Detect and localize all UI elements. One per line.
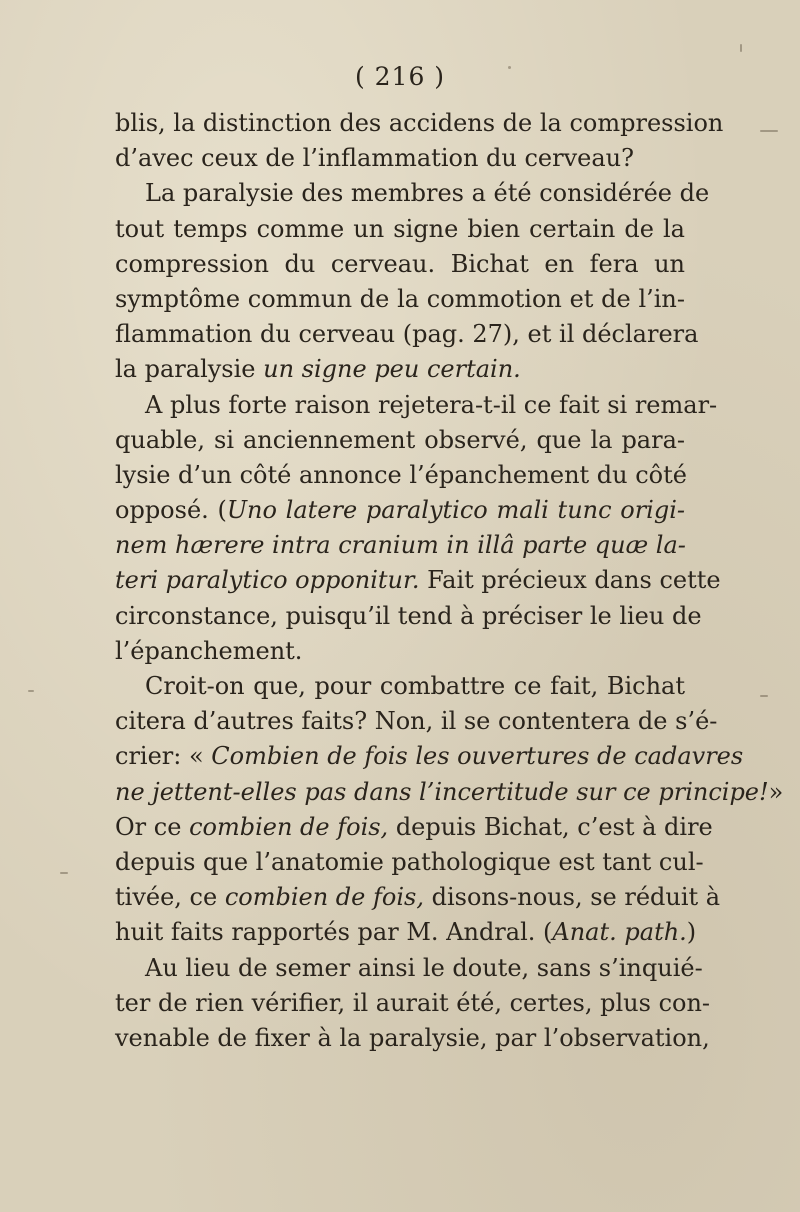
text-segment: depuis que l’anatomie pathologique est tant cul- [115,847,704,876]
text-segment: huit faits rapportés par M. Andral. ( [115,918,553,947]
text-line [115,176,710,211]
text-segment: Fait précieux dans cette [419,566,721,595]
text-segment: » [768,777,784,806]
paper-speck [28,690,34,692]
paper-speck [508,66,511,69]
text-line [115,247,685,282]
text-line [115,317,699,352]
text-segment: Croit-on que, pour combattre ce fait, Bichat [145,672,685,700]
text-segment: l’épanchement. [115,636,303,665]
text-line [115,493,685,528]
paper-speck [760,130,778,132]
text-segment: ter de rien vérifier, il aurait été, certes, plus con- [115,988,711,1017]
text-line [115,704,718,739]
text-line [115,915,697,950]
text-line [115,388,718,423]
italic-text: Anat. path. [552,918,687,947]
italic-text: nem hærere intra cranium in illâ parte quæ la- [115,531,686,560]
text-segment: Au lieu de semer ainsi le doute, sans s’inquié- [145,953,703,982]
text-line [115,634,685,669]
text-line [115,775,784,810]
text-segment: tivée, ce [115,883,225,912]
paper-speck [60,872,68,874]
text-segment: La paralysie des membres a été considérée de [145,179,710,208]
text-segment: opposé. ( [115,496,227,525]
text-segment: d’avec ceux de l’inflammation du cerveau? [115,144,634,173]
page-number: ( 216 ) [354,62,446,91]
text-line [115,141,685,176]
paper-speck [760,695,768,697]
text-line [115,528,685,563]
text-segment: A plus forte raison rejetera-t-il ce fait si remar- [145,390,718,419]
italic-text: combien de fois, [189,812,389,841]
text-line [115,1021,710,1056]
italic-text: combien de fois, [224,883,424,912]
text-segment: la paralysie [115,355,264,384]
text-segment: tout temps comme un signe bien certain de la [115,214,685,243]
italic-text: un signe peu certain. [263,355,521,384]
text-line [115,669,685,704]
text-line [115,951,703,986]
italic-text: ne jettent-elles pas dans l’incertitude sur ce principe! [115,777,769,806]
text-segment: Or ce [115,812,190,841]
text-segment: lysie d’un côté annonce l’épanchement du côté [115,460,687,489]
text-segment: crier: « [115,742,212,771]
text-line [115,352,685,387]
text-line [115,423,685,458]
text-segment: citera d’autres faits? Non, il se contentera de s’é- [115,707,718,736]
body-text [115,106,784,1056]
text-line [115,845,704,880]
italic-text: Combien de fois les ouvertures de cadavres [211,742,744,771]
text-segment: flammation du cerveau (pag. 27), et il déclarera [115,320,699,349]
text-line [115,739,744,774]
text-segment: depuis Bichat, c’est à dire [388,812,713,841]
text-line [115,563,721,598]
text-segment: quable, si anciennement observé, que la para- [115,425,685,454]
text-segment: venable de fixer à la paralysie, par l’observation, [115,1023,710,1052]
text-line [115,986,711,1021]
text-line [115,212,685,247]
text-line [115,106,724,141]
text-segment: ) [686,918,697,947]
text-line [115,810,713,845]
text-line [115,599,702,634]
italic-text: teri paralytico opponitur. [115,566,420,595]
text-line [115,880,721,915]
text-segment: disons-nous, se réduit à [423,883,721,912]
text-segment: circonstance, puisqu’il tend à préciser le lieu de [115,601,702,630]
text-segment: compression du cerveau. Bichat en fera un [115,249,685,278]
text-line [115,282,685,317]
text-segment: blis, la distinction des accidens de la compression [115,109,724,137]
text-line [115,458,685,493]
text-segment: symptôme commun de la commotion et de l’in- [115,284,685,313]
paper-speck [740,44,742,52]
italic-text: Uno latere paralytico mali tunc origi- [226,496,685,525]
